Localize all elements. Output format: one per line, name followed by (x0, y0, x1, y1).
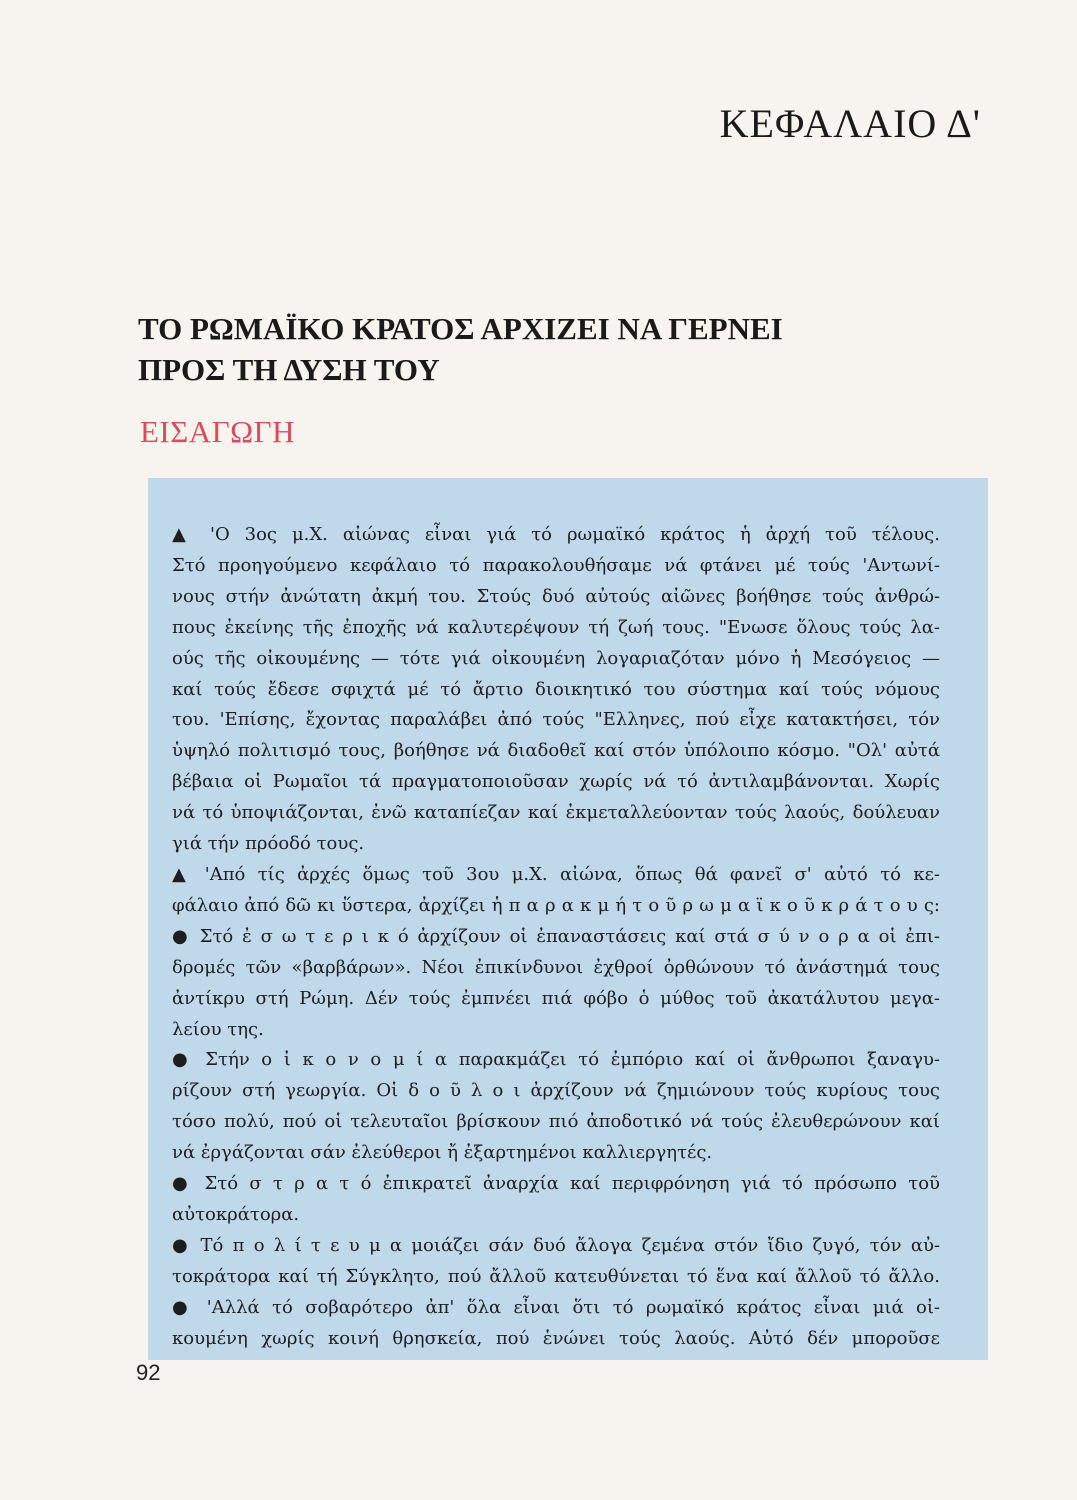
text-line: νους στήν ἀνώτατη ἀκμή του. Στούς δυό αὐτούς αἰῶνες βοήθησε τούς ἀνθρώ- (172, 585, 940, 607)
text-line: ● 'Αλλά τό σοβαρότερο ἀπ' ὅλα εἶναι ὅτι τό ρωμαϊκό κράτος εἶναι μιά οἰ- (172, 1296, 940, 1318)
text-line: ● Τό π ο λ ί τ ε υ μ α μοιάζει σάν δυό ἄλογα ζεμένα στόν ἴδιο ζυγό, τόν αὐ- (172, 1234, 940, 1256)
text-line: πους ἐκείνης τῆς ἐποχῆς νά καλυτερέψουν τή ζωή τους. "Ενωσε ὅλους τούς λα- (172, 616, 940, 638)
text-line: τόσο πολύ, πού οἱ τελευταῖοι βρίσκουν πιό ἀποδοτικό νά τούς ἐλευθερώνουν καί (172, 1111, 940, 1133)
text-line: ● Στό ἐ σ ω τ ε ρ ι κ ό ἀρχίζουν οἱ ἐπαναστάσεις καί στά σ ύ ν ο ρ α οἱ ἐπι- (172, 925, 940, 947)
text-line: νά τό ὑποψιάζονται, ἐνῶ καταπίεζαν καί ἐκμεταλλεύονταν τούς λαούς, δούλευαν (172, 802, 940, 824)
text-line: ὑψηλό πολιτισμό τους, βοήθησε νά διαδοθεῖ καί στόν ὑπόλοιπο κόσμο. "Ολ' αὐτά (172, 740, 940, 762)
text-line: βέβαια οἱ Ρωμαῖοι τά πραγματοποιοῦσαν χωρίς νά τό ἀντιλαμβάνονται. Χωρίς (172, 771, 940, 793)
text-line: αὐτοκράτορα. (172, 1203, 300, 1225)
section-heading: ΕΙΣΑΓΩΓΗ (140, 414, 295, 449)
title-line: ΠΡΟΣ ΤΗ ΔΥΣΗ ΤΟΥ (138, 352, 440, 387)
text-line: ρίζουν στή γεωργία. Οἱ δ ο ῦ λ ο ι ἀρχίζουν νά ζημιώνουν τούς κυρίους τους (172, 1080, 940, 1102)
text-line: ● Στό σ τ ρ α τ ό ἐπικρατεῖ ἀναρχία καί περιφρόνηση γιά τό πρόσωπο τοῦ (172, 1173, 940, 1195)
text-line: γιά τήν πρόοδό τους. (172, 833, 365, 855)
page-title (138, 308, 958, 390)
text-line: κουμένη χωρίς κοινή θρησκεία, πού ἑνώνει τούς λαούς. Αὐτό δέν μποροῦσε (172, 1327, 940, 1349)
text-line: ἀντίκρυ στή Ρώμη. Δέν τούς ἐμπνέει πιά φόβο ὁ μύθος τοῦ ἀκατάλυτου μεγα- (172, 987, 940, 1009)
text-line: ● Στήν ο ἰ κ ο ν ο μ ί α παρακμάζει τό ἐμπόριο καί οἱ ἄνθρωποι ξαναγυ- (172, 1049, 940, 1071)
text-line: δρομές τῶν «βαρβάρων». Νέοι ἐπικίνδυνοι ἐχθροί ὀρθώνουν τό ἀνάστημά τους (172, 956, 940, 978)
text-line: καί τούς ἔδεσε σφιχτά μέ τό ἄρτιο διοικητικό του σύστημα καί τούς νόμους (172, 678, 940, 700)
text-line: λείου της. (172, 1018, 264, 1040)
text-line: του. 'Επίσης, ἔχοντας παραλάβει ἀπό τούς "Ελληνες, πού εἶχε κατακτήσει, τόν (172, 709, 940, 731)
text-line: τοκράτορα καί τή Σύγκλητο, πού ἄλλοῦ κατευθύνεται τό ἕνα καί ἄλλοῦ τό ἄλλο. (172, 1265, 940, 1287)
chapter-heading: ΚΕΦΑΛΑΙΟ Δ' (719, 101, 981, 146)
text-line: ούς τῆς οἰκουμένης — τότε γιά οἰκουμένη λογαριαζόταν μόνο ἡ Μεσόγειος — (172, 647, 940, 669)
text-line: φάλαιο ἀπό δῶ κι ὕστερα, ἀρχίζει ἡ π α ρ α κ μ ή τ ο ῦ ρ ω μ α ϊ κ ο ῦ κ ρ ά τ ο υ ς: (172, 894, 940, 916)
text-line: νά ἐργάζονται σάν ἐλεύθεροι ἤ ἐξαρτημένοι καλλιεργητές. (172, 1142, 713, 1164)
text-line: ▲ 'Ο 3ος μ.Χ. αἰώνας εἶναι γιά τό ρωμαϊκό κράτος ἡ ἀρχή τοῦ τέλους. (172, 524, 940, 545)
body-text (172, 520, 940, 1354)
page-number: 92 (136, 1360, 161, 1385)
text-line: ▲ 'Από τίς ἀρχές ὅμως τοῦ 3ου μ.Χ. αἰώνα, ὅπως θά φανεῖ σ' αὐτό τό κε- (172, 863, 940, 885)
text-line: Στό προηγούμενο κεφάλαιο τό παρακολουθήσαμε νά φτάνει μέ τούς 'Αντωνί- (172, 554, 940, 576)
title-line: ΤΟ ΡΩΜΑΪΚΟ ΚΡΑΤΟΣ ΑΡΧΙΖΕΙ ΝΑ ΓΕΡΝΕΙ (138, 311, 783, 346)
